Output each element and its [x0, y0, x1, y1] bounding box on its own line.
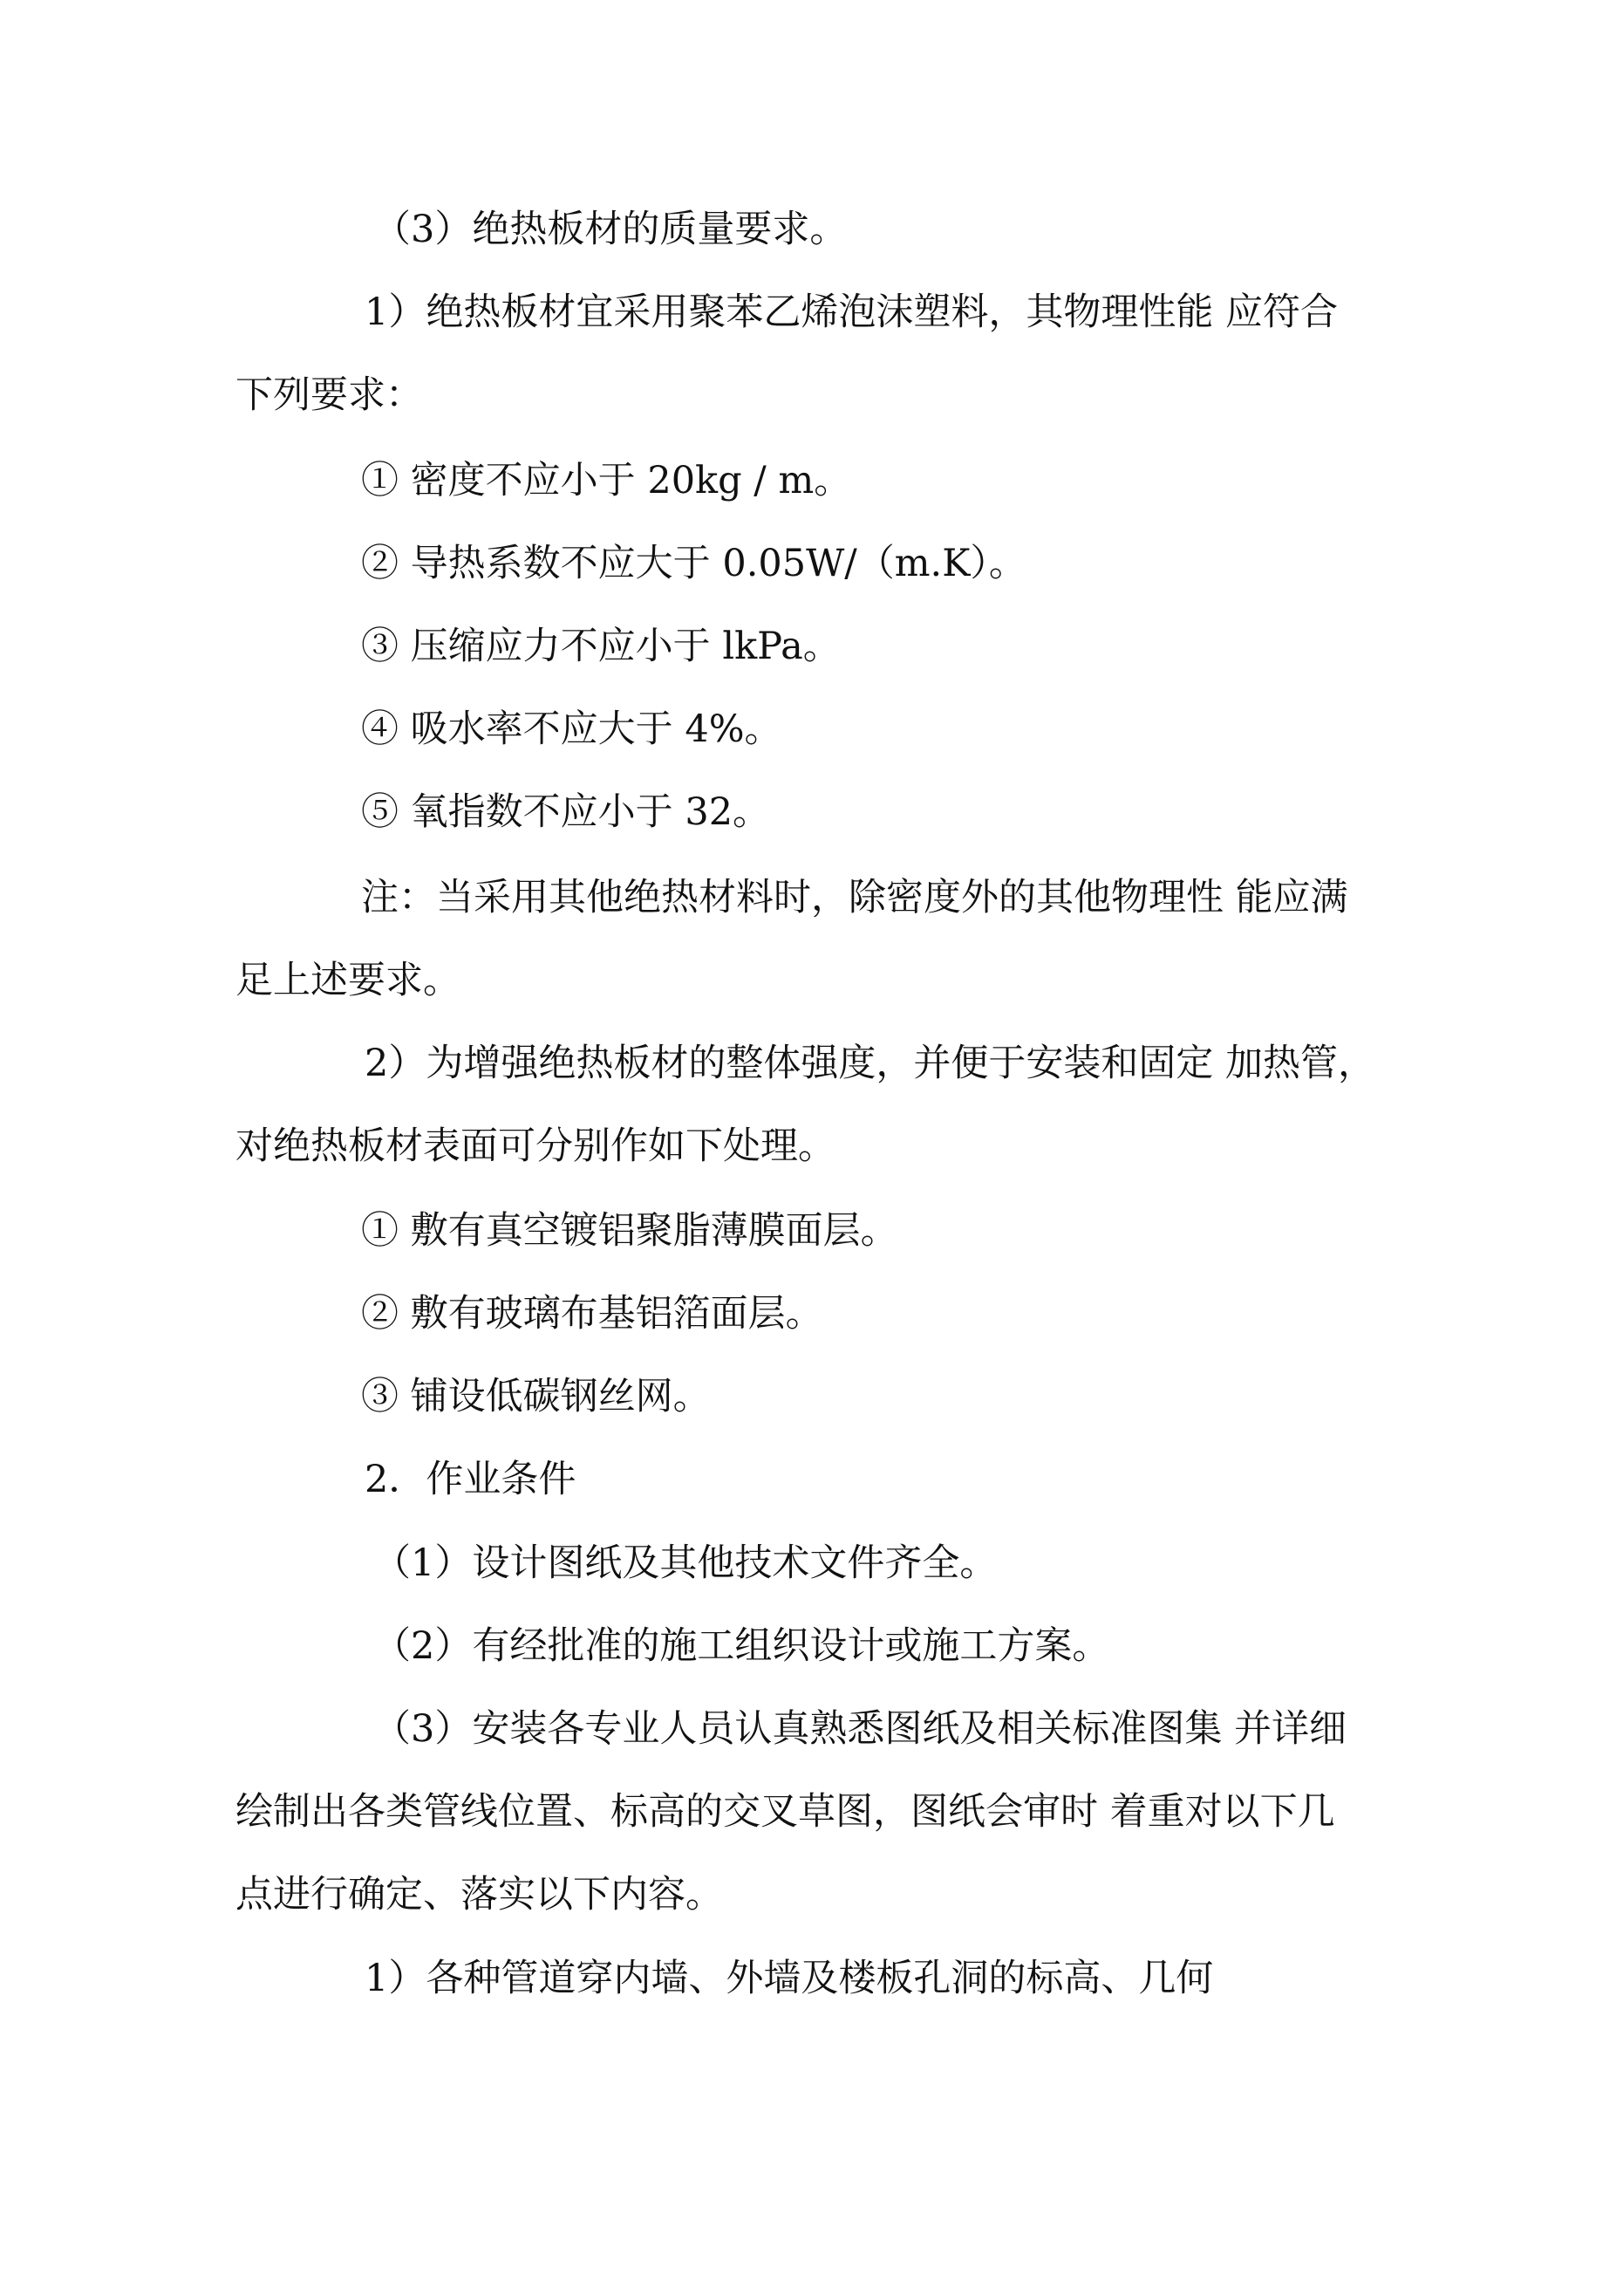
- list-item-aluminum-film: ① 敷有真空镀铝聚脂薄膜面层。: [361, 1209, 898, 1253]
- list-item-oxygen-index: ⑤ 氧指数不应小于 32。: [361, 790, 771, 834]
- list-item-steel-wire-mesh: ③ 铺设低碳钢丝网。: [361, 1375, 711, 1418]
- paragraph-line-4: 2）为增强绝热板材的整体强度，并便于安装和固定 加热管，: [365, 1042, 1376, 1085]
- paragraph-line-5: 对绝热板材表面可分别作如下处理。: [235, 1124, 835, 1168]
- condition-line-5: 点进行确定、落实以下内容。: [235, 1873, 723, 1917]
- paragraph-line-1: （3）绝热板材的质量要求。: [373, 208, 848, 251]
- paragraph-line-3: 下列要求：: [235, 373, 423, 417]
- condition-line-1: （1）设计图纸及其他技术文件齐全。: [373, 1541, 998, 1585]
- list-item-density: ① 密度不应小于 20kg / m。: [361, 459, 852, 502]
- list-item-water-absorption: ④ 吸水率不应大于 4%。: [361, 707, 782, 751]
- condition-line-4: 绘制出各类管线位置、标高的交叉草图，图纸会审时 着重对以下几: [235, 1790, 1335, 1834]
- section-heading: 2．作业条件: [365, 1458, 576, 1501]
- paragraph-line-2: 1）绝热板材宜采用聚苯乙烯泡沫塑料，其物理性能 应符合: [365, 290, 1339, 334]
- note-line-1: 注：当采用其他绝热材料时，除密度外的其他物理性 能应满: [361, 876, 1348, 919]
- list-item-glass-cloth-foil: ② 敷有玻璃布基铝箔面层。: [361, 1292, 823, 1336]
- paragraph-line-6: 1）各种管道穿内墙、外墙及楼板孔洞的标高、几何: [365, 1957, 1214, 2000]
- condition-line-2: （2）有经批准的施工组织设计或施工方案。: [373, 1624, 1110, 1668]
- note-line-2: 足上述要求。: [235, 959, 460, 1002]
- list-item-thermal-conductivity: ② 导热系数不应大于 0.05W/（m.K）。: [361, 542, 1026, 585]
- list-item-compressive-stress: ③ 压缩应力不应小于 lkPa。: [361, 625, 841, 668]
- condition-line-3: （3）安装各专业人员认真熟悉图纸及相关标准图集 并详细: [373, 1707, 1347, 1751]
